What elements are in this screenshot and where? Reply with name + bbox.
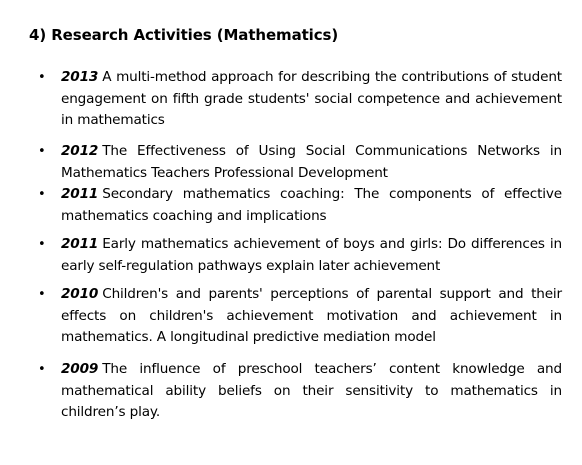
- bullet-icon: •: [38, 287, 46, 302]
- activity-entry: [61, 234, 562, 277]
- activity-entry: [61, 284, 562, 349]
- activity-year: 2009: [61, 361, 99, 377]
- activity-title: Children's and parents' perceptions of parental support and their effects on children's achievement motivation and achievement in mathematics. A longitudinal predictive mediation model: [61, 286, 562, 345]
- activity-year: 2010: [61, 286, 99, 302]
- activity-title: Secondary mathematics coaching: The components of effective mathematics coaching and implications: [61, 186, 562, 224]
- bullet-icon: •: [38, 187, 46, 202]
- activity-title: Early mathematics achievement of boys and girls: Do differences in early self-regulation pathways explain later achievement: [61, 236, 562, 274]
- activity-year: 2011: [61, 236, 99, 252]
- activity-title: A multi-method approach for describing the contributions of student engagement on fifth grade students' social competence and achievement in mathematics: [61, 69, 562, 128]
- activity-entry: [61, 359, 562, 424]
- activity-year: 2012: [61, 143, 99, 159]
- activity-entry: [61, 184, 562, 227]
- bullet-icon: •: [38, 70, 46, 85]
- activity-year: 2011: [61, 186, 99, 202]
- bullet-icon: •: [38, 362, 46, 377]
- section-heading: 4) Research Activities (Mathematics): [29, 26, 339, 44]
- activity-year: 2013: [61, 69, 99, 85]
- bullet-icon: •: [38, 144, 46, 159]
- activity-entry: [61, 67, 562, 132]
- activity-entry: [61, 141, 562, 184]
- bullet-icon: •: [38, 237, 46, 252]
- activity-title: The Effectiveness of Using Social Communications Networks in Mathematics Teachers Professional Development: [61, 143, 562, 181]
- activity-title: The influence of preschool teachers’ content knowledge and mathematical ability beliefs on their sensitivity to mathematics in children’s play.: [61, 361, 562, 420]
